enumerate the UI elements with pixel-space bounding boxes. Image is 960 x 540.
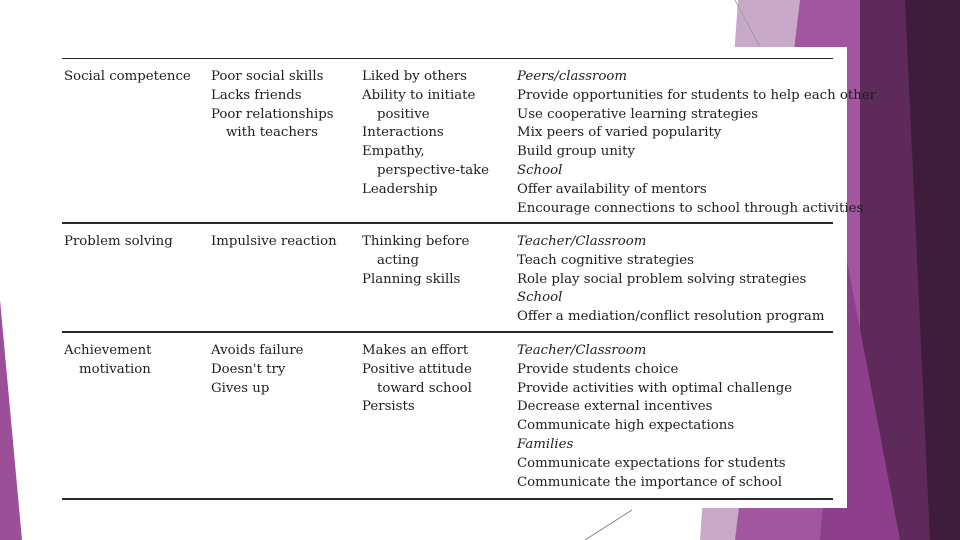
protective-line: positive <box>377 106 430 122</box>
protective-line: Thinking before <box>362 234 470 249</box>
protective-factors-cell <box>362 68 489 200</box>
row-divider <box>62 222 833 224</box>
protective-line: perspective-take <box>377 162 490 178</box>
risk-factors-cell <box>211 233 337 252</box>
protective-line: Interactions <box>362 125 444 141</box>
strategy-line: Use cooperative learning strategies <box>517 106 759 122</box>
left-accent-shape <box>0 300 22 540</box>
risk-line: Poor relationships <box>211 106 334 122</box>
strategy-line: Decrease external incentives <box>517 399 713 415</box>
strategies-cell <box>517 342 792 492</box>
risk-line: with teachers <box>226 125 318 141</box>
strategies-cell <box>517 68 876 218</box>
domain-cell <box>64 233 173 252</box>
protective-line: Liked by others <box>362 69 467 84</box>
strategy-line: Provide opportunities for students to help each other <box>517 87 877 103</box>
domain-line: Problem solving <box>64 234 173 249</box>
table-bottom-rule <box>62 498 833 500</box>
protective-line: Positive attitude <box>362 361 472 377</box>
strategy-line: Provide activities with optimal challenge <box>517 380 793 396</box>
risk-line: Lacks friends <box>211 87 302 103</box>
row-divider <box>62 331 833 333</box>
protective-line: Makes an effort <box>362 343 469 358</box>
risk-line: Doesn't try <box>211 361 286 377</box>
risk-line: Avoids failure <box>211 343 304 358</box>
protective-line: Ability to initiate <box>362 87 476 103</box>
protective-line: toward school <box>377 380 472 396</box>
strategy-line: Offer a mediation/conflict resolution program <box>517 309 825 325</box>
protective-line: Leadership <box>362 181 438 197</box>
domain-cell <box>64 68 191 87</box>
protective-line: acting <box>377 252 420 268</box>
risk-line: Impulsive reaction <box>211 234 337 249</box>
protective-line: Planning skills <box>362 271 461 287</box>
strategy-line: Provide students choice <box>517 361 679 377</box>
protective-factors-cell <box>362 342 472 417</box>
strategy-heading: Teacher/Classroom <box>517 343 647 358</box>
strategy-line: Teach cognitive strategies <box>517 252 694 268</box>
strategy-line: Communicate high expectations <box>517 418 735 434</box>
risk-line: Gives up <box>211 380 270 396</box>
domain-cell <box>64 342 152 380</box>
risk-line: Poor social skills <box>211 69 324 84</box>
strategy-heading: Peers/classroom <box>517 69 627 84</box>
strategy-line: Role play social problem solving strategies <box>517 271 807 287</box>
strategy-heading: School <box>517 290 563 306</box>
decor-thin-line <box>585 510 632 540</box>
strategy-heading: Families <box>517 436 574 452</box>
protective-line: Empathy, <box>362 144 425 160</box>
strategy-line: Communicate expectations for students <box>517 455 786 471</box>
protective-factors-cell <box>362 233 469 289</box>
risk-factors-cell <box>211 342 304 398</box>
strategy-heading: School <box>517 162 563 178</box>
domain-line: motivation <box>79 361 151 377</box>
domain-line: Social competence <box>64 69 191 84</box>
strategy-line: Build group unity <box>517 144 635 160</box>
strategy-heading: Teacher/Classroom <box>517 234 647 249</box>
strategy-line: Communicate the importance of school <box>517 474 782 490</box>
scanned-table-image <box>48 47 877 508</box>
strategy-line: Mix peers of varied popularity <box>517 125 722 141</box>
table-top-rule <box>62 58 833 59</box>
domain-line: Achievement <box>64 343 152 358</box>
strategy-line: Encourage connections to school through activities <box>517 200 864 216</box>
risk-factors-cell <box>211 68 334 143</box>
protective-line: Persists <box>362 399 415 415</box>
strategy-line: Offer availability of mentors <box>517 181 707 197</box>
strategies-cell <box>517 233 824 327</box>
